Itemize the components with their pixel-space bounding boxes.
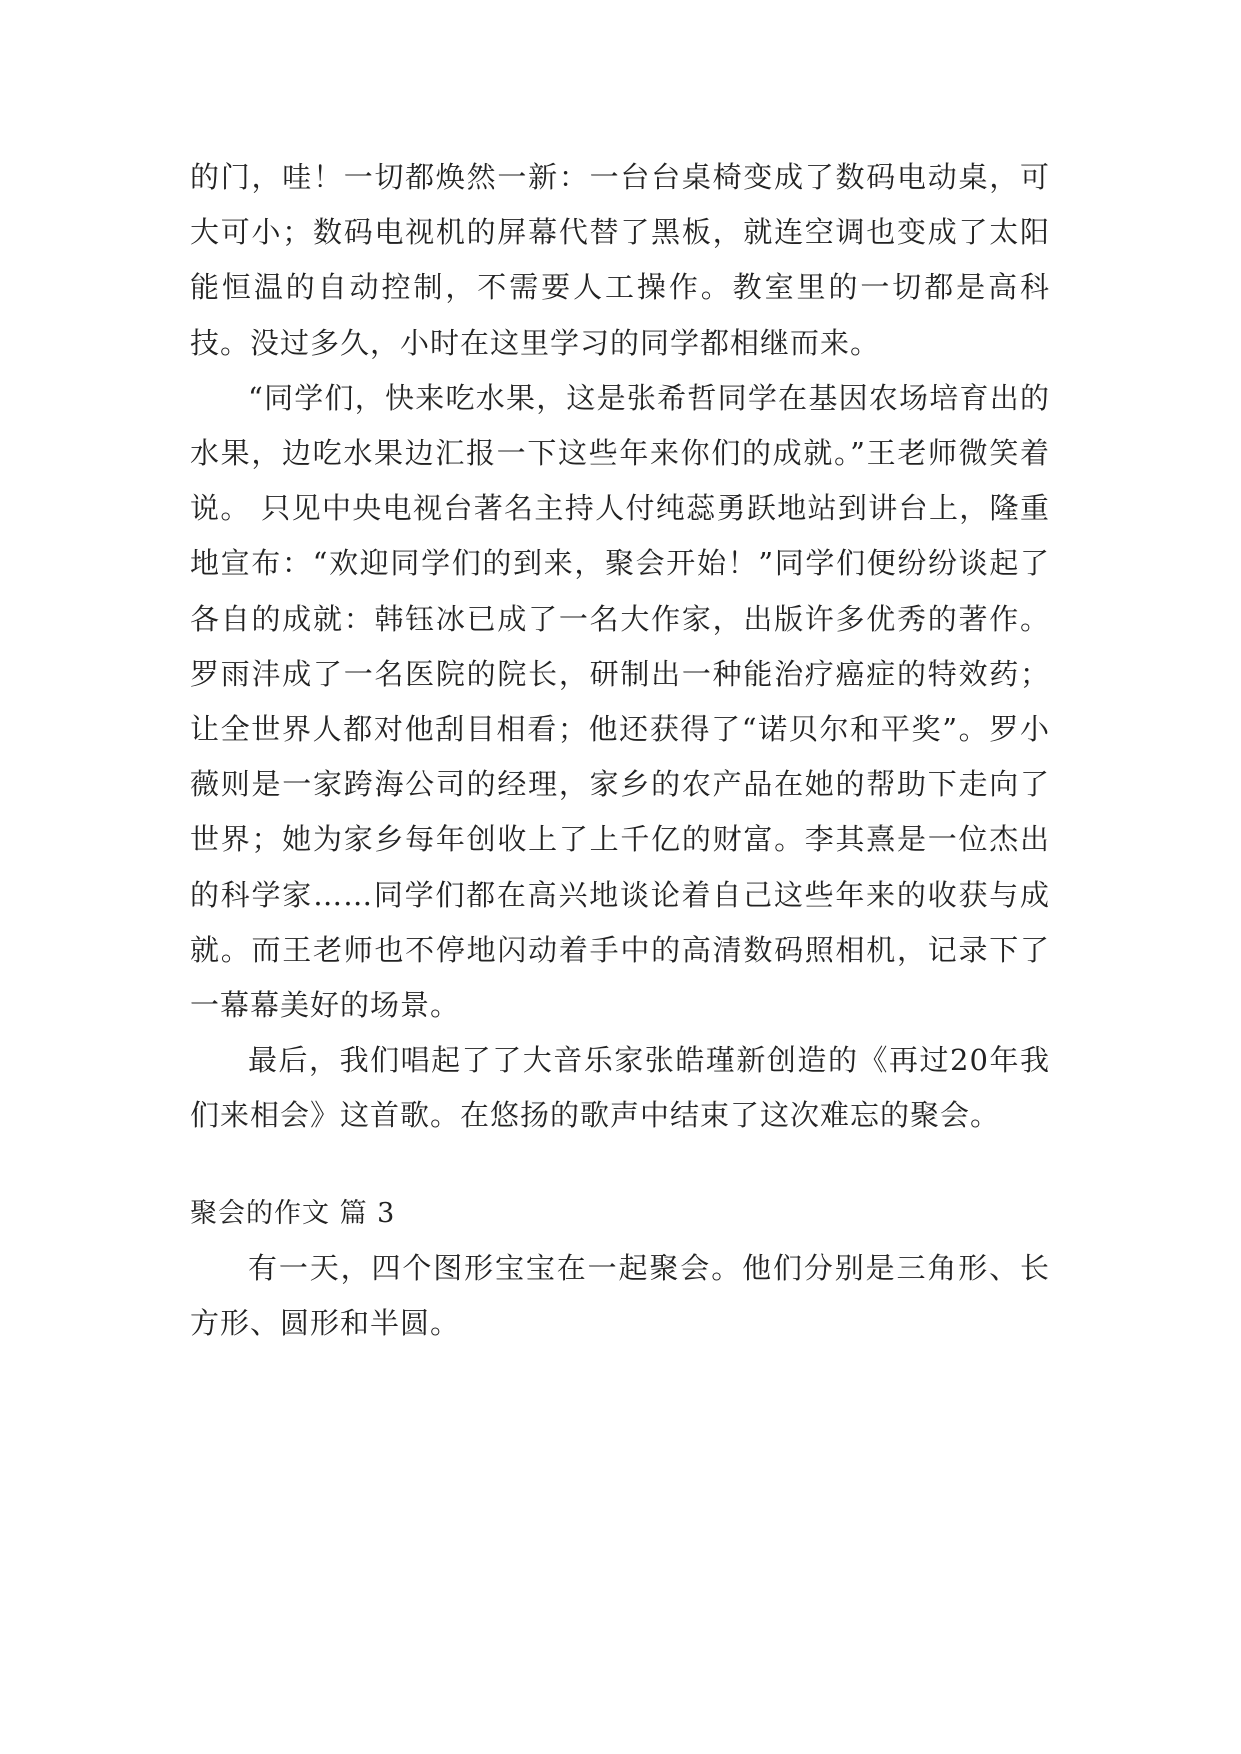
document-page	[190, 150, 1050, 1351]
paragraph-song: 最后，我们唱起了了大音乐家张皓瑾新创造的《再过20年我们来相会》这首歌。在悠扬的歌声中结束了这次难忘的聚会。	[190, 1043, 1050, 1133]
section-heading: 聚会的作文 篇 3	[190, 1197, 396, 1229]
paragraph-achievements: “同学们，快来吃水果，这是张希哲同学在基因农场培育出的水果，边吃水果边汇报一下这些年来你们的成就。”王老师微笑着说。 只见中央电视台著名主持人付纯蕊勇跃地站到讲台上，隆重地宣布：“欢迎同学们的到来，聚会开始！”同学们便纷纷谈起了各自的成就：韩钰冰已成了一名大作家，出版许多优秀的著作。罗雨沣成了一名医院的院长，研制出一种能治疗癌症的特效药；让全世界人都对他刮目相看；他还获得了“诺贝尔和平奖”。罗小薇则是一家跨海公司的经理，家乡的农产品在她的帮助下走向了世界；她为家乡每年创收上了上千亿的财富。李其熹是一位杰出的科学家……同学们都在高兴地谈论着自己这些年来的收获与成就。而王老师也不停地闪动着手中的高清数码照相机，记录下了一幕幕美好的场景。	[190, 380, 1050, 1023]
paragraph-classroom: 的门，哇！一切都焕然一新：一台台桌椅变成了数码电动桌，可大可小；数码电视机的屏幕代替了黑板，就连空调也变成了太阳能恒温的自动控制，不需要人工操作。教室里的一切都是高科技。没过多久，小时在这里学习的同学都相继而来。	[190, 160, 1050, 360]
paragraph-shapes: 有一天，四个图形宝宝在一起聚会。他们分别是三角形、长方形、圆形和半圆。	[190, 1250, 1050, 1340]
